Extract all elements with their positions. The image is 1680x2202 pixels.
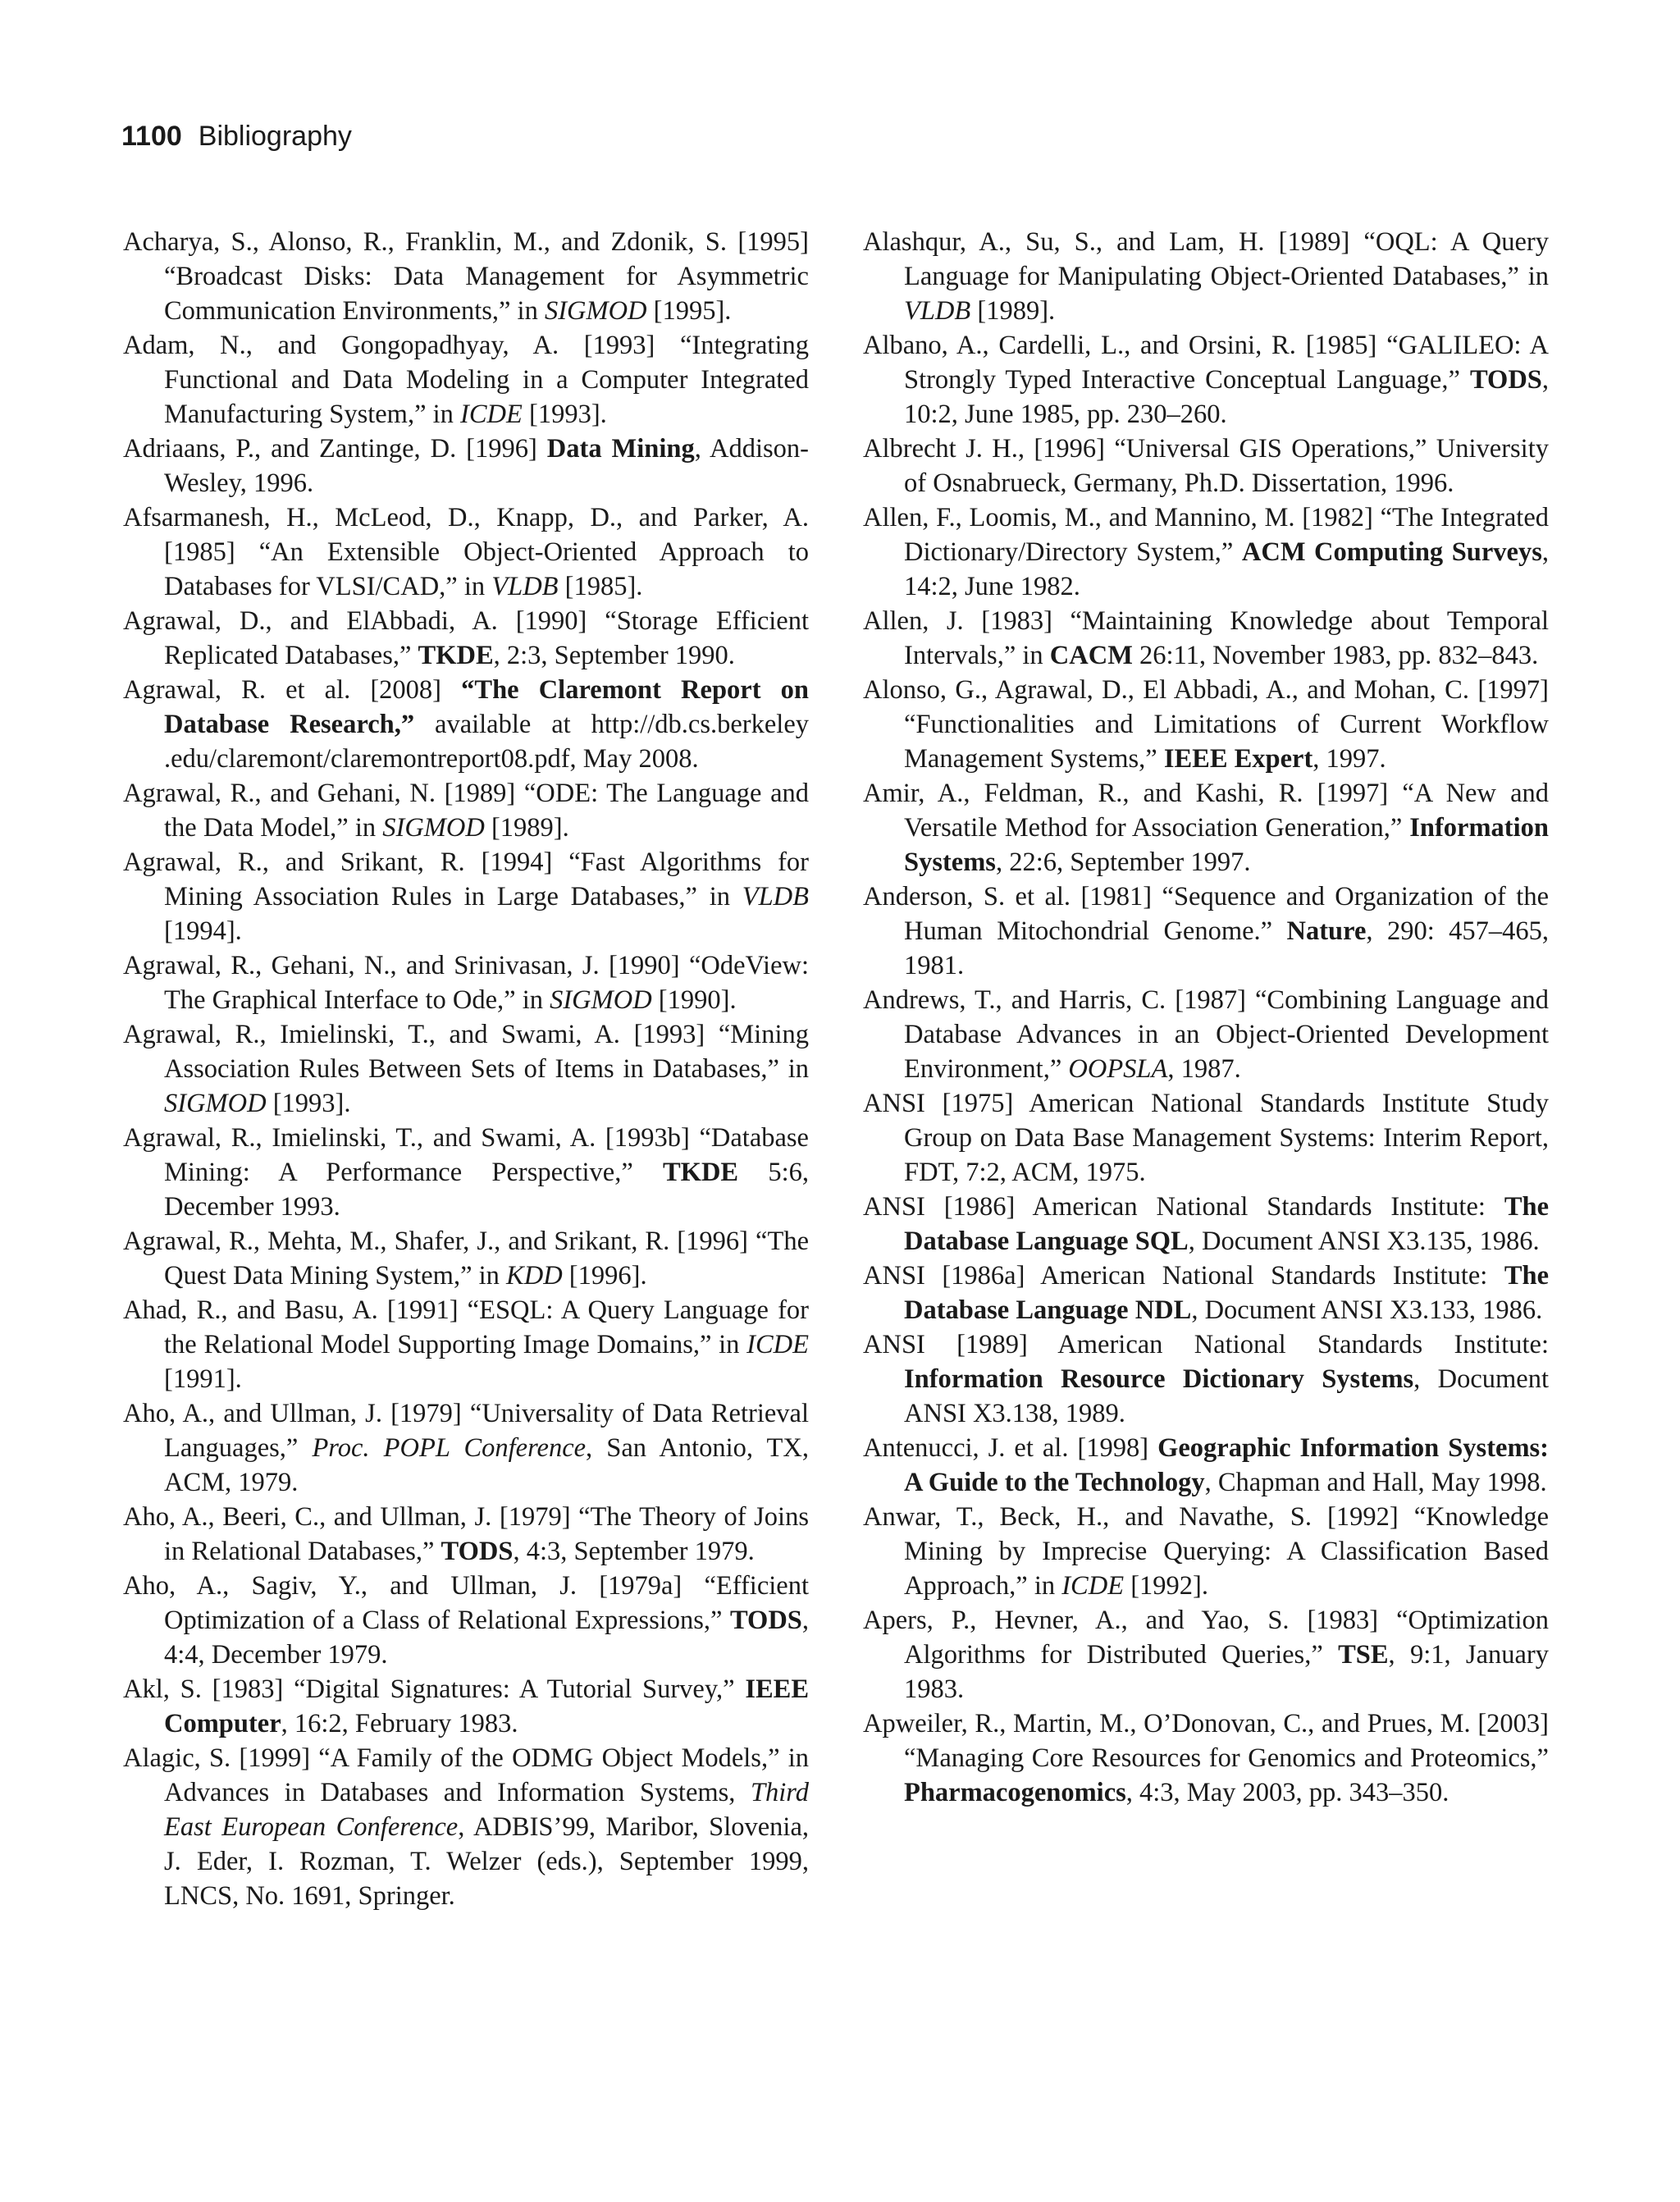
bibliography-entry (863, 1327, 1549, 1431)
bibliography-entry (123, 1121, 809, 1224)
entry-text: [1990]. (651, 985, 737, 1015)
entry-text: , 4:3, September 1979. (513, 1537, 755, 1566)
entry-text: , Addison-Wesley, 1996. (164, 434, 809, 498)
bibliography-entry (123, 1500, 809, 1569)
entry-text: , 4:4, December 1979. (164, 1606, 809, 1670)
entry-text: Allen, F., Loomis, M., and Mannino, M. [1982] “The Integrated Dictionary/Directory System,” (863, 503, 1549, 567)
page-number: 1100 (121, 121, 182, 152)
entry-text: Agrawal, R., and Gehani, N. [1989] “ODE: The Language and the Data Model,” in (123, 779, 809, 843)
entry-text: , 22:6, September 1997. (995, 847, 1251, 877)
bibliography-entry (863, 225, 1549, 328)
entry-text: , 9:1, January 1983. (904, 1640, 1549, 1704)
entry-italic-text: SIGMOD (550, 985, 652, 1015)
bibliography-entry (863, 328, 1549, 432)
entry-bold-text: TKDE (418, 641, 494, 670)
entry-bold-text: Data Mining (546, 434, 695, 464)
entry-italic-text: Third East European Conference (164, 1778, 809, 1842)
entry-text: Aho, A., Beeri, C., and Ullman, J. [1979] “The Theory of Joins in Relational Databases,” (123, 1502, 809, 1566)
entry-italic-text: KDD (506, 1261, 563, 1291)
bibliography-entry (123, 1396, 809, 1500)
entry-text: ANSI [1986a] American National Standards Institute: (863, 1261, 1504, 1291)
entry-text: Allen, J. [1983] “Maintaining Knowledge about Temporal Intervals,” in (863, 606, 1549, 670)
entry-bold-text: Information Resource Dictionary Systems (904, 1364, 1414, 1394)
entry-text: [1993]. (266, 1089, 351, 1118)
entry-text: , Chapman and Hall, May 1998. (1204, 1468, 1547, 1497)
entry-text: Albano, A., Cardelli, L., and Orsini, R. [1985] “GALILEO: A Strongly Typed Interactive Conceptual Language,” (863, 331, 1549, 395)
entry-italic-text: VLDB (491, 572, 559, 601)
bibliography-entry (123, 328, 809, 432)
entry-bold-text: CACM (1049, 641, 1133, 670)
entry-text: Anderson, S. et al. [1981] “Sequence and Organization of the Human Mitochondrial Genome.” (863, 882, 1549, 946)
entry-italic-text: ICDE (1061, 1571, 1125, 1601)
bibliography-entry (123, 776, 809, 845)
bibliography-entry (863, 500, 1549, 604)
entry-italic-text: ICDE (746, 1330, 809, 1359)
entry-text: Aho, A., Sagiv, Y., and Ullman, J. [1979a] “Efficient Optimization of a Class of Relational Expressions,” (123, 1571, 809, 1635)
entry-text: , ADBIS’99, Maribor, Slovenia, J. Eder, I. Rozman, T. Welzer (eds.), September 1999, LNCS, No. 1691, Springer. (164, 1812, 809, 1911)
entry-italic-text: VLDB (904, 296, 971, 326)
entry-text: Agrawal, R. et al. [2008] (123, 675, 462, 705)
entry-text: Alashqur, A., Su, S., and Lam, H. [1989] “OQL: A Query Language for Manipulating Object-Oriented Databases,” in (863, 227, 1549, 291)
entry-text: Amir, A., Feldman, R., and Kashi, R. [1997] “A New and Versatile Method for Association Generation,” (863, 779, 1549, 843)
entry-italic-text: VLDB (742, 882, 809, 911)
entry-text: Antenucci, J. et al. [1998] (863, 1433, 1158, 1463)
bibliography-entry (123, 1017, 809, 1121)
entry-text: Aho, A., and Ullman, J. [1979] “Universality of Data Retrieval Languages,” (123, 1399, 809, 1463)
bibliography-entry (863, 1706, 1549, 1810)
bibliography-entry (863, 673, 1549, 776)
entry-italic-text: OOPSLA (1068, 1054, 1168, 1084)
entry-text: Apers, P., Hevner, A., and Yao, S. [1983] “Optimization Algorithms for Distributed Queries,” (863, 1606, 1549, 1670)
entry-bold-text: TSE (1338, 1640, 1389, 1670)
entry-text: [1989]. (970, 296, 1056, 326)
entry-text: ANSI [1986] American National Standards Institute: (863, 1192, 1504, 1222)
entry-bold-text: The Database Language SQL (904, 1192, 1549, 1256)
bibliography-entry (863, 1603, 1549, 1706)
bibliography-entry (123, 673, 809, 776)
bibliography-entry (123, 604, 809, 673)
entry-text: [1989]. (484, 813, 569, 843)
entry-text: , 1987. (1167, 1054, 1241, 1084)
entry-text: Andrews, T., and Harris, C. [1987] “Combining Language and Database Advances in an Object-Oriented Development Environment,” (863, 985, 1549, 1084)
bibliography-entry (123, 845, 809, 948)
entry-text: , Document ANSI X3.133, 1986. (1191, 1295, 1543, 1325)
entry-bold-text: “The Claremont Report on Database Research,” (164, 675, 809, 739)
entry-bold-text: Nature (1286, 916, 1367, 946)
bibliography-entry (863, 1190, 1549, 1259)
entry-text: Acharya, S., Alonso, R., Franklin, M., and Zdonik, S. [1995] “Broadcast Disks: Data Management for Asymmetric Communication Environments,” in (123, 227, 809, 326)
bibliography-entry (863, 776, 1549, 879)
entry-italic-text: Proc. POPL Conference (312, 1433, 587, 1463)
entry-text: Agrawal, R., Mehta, M., Shafer, J., and Srikant, R. [1996] “The Quest Data Mining System,” in (123, 1227, 809, 1291)
bibliography-entry (123, 432, 809, 500)
entry-text: Apweiler, R., Martin, M., O’Donovan, C., and Prues, M. [2003] “Managing Core Resources for Genomics and Proteomics,” (863, 1709, 1549, 1773)
bibliography-entry (123, 1293, 809, 1396)
entry-text: Alagic, S. [1999] “A Family of the ODMG Object Models,” in Advances in Databases and Information Systems, (123, 1743, 809, 1807)
entry-italic-text: ICDE (460, 400, 523, 429)
entry-text: Albrecht J. H., [1996] “Universal GIS Operations,” University of Osnabrueck, Germany, Ph.D. Dissertation, 1996. (863, 434, 1549, 498)
bibliography-entry (863, 432, 1549, 500)
entry-text: , Document ANSI X3.135, 1986. (1188, 1227, 1540, 1256)
entry-bold-text: IEEE Computer (164, 1674, 809, 1738)
bibliography-entry (123, 500, 809, 604)
entry-text: Alonso, G., Agrawal, D., El Abbadi, A., and Mohan, C. [1997] “Functionalities and Limitations of Current Workflow Management Systems,” (863, 675, 1549, 774)
entry-text: , Document ANSI X3.138, 1989. (904, 1364, 1549, 1428)
bibliography-entry (863, 1259, 1549, 1327)
entry-text: , 290: 457–465, 1981. (904, 916, 1550, 980)
bibliography-entry (123, 1741, 809, 1913)
bibliography-entry (863, 1500, 1549, 1603)
entry-italic-text: SIGMOD (544, 296, 647, 326)
section-title: Bibliography (198, 121, 352, 152)
entry-text: 26:11, November 1983, pp. 832–843. (1132, 641, 1539, 670)
bibliography-entry (863, 1086, 1549, 1190)
entry-text: , San Antonio, TX, ACM, 1979. (164, 1433, 809, 1497)
entry-bold-text: TKDE (663, 1158, 739, 1187)
bibliography-entry (123, 1224, 809, 1293)
entry-text: Agrawal, R., Imielinski, T., and Swami, A. [1993b] “Database Mining: A Performance Perspective,” (123, 1123, 809, 1187)
entry-italic-text: SIGMOD (164, 1089, 267, 1118)
entry-bold-text: IEEE Expert (1163, 744, 1313, 774)
entry-bold-text: TODS (441, 1537, 514, 1566)
entry-text: , 1997. (1312, 744, 1386, 774)
bibliography-entry (863, 604, 1549, 673)
entry-text: [1985]. (558, 572, 643, 601)
entry-text: , 10:2, June 1985, pp. 230–260. (904, 365, 1549, 429)
bibliography-entry (863, 1431, 1549, 1500)
entry-text: , 16:2, February 1983. (281, 1709, 518, 1738)
entry-bold-text: TODS (729, 1606, 802, 1635)
entry-bold-text: ACM Computing Surveys (1241, 537, 1542, 567)
bibliography-column-left (123, 225, 809, 1913)
entry-text: , 2:3, September 1990. (493, 641, 735, 670)
entry-text: Agrawal, R., Gehani, N., and Srinivasan, J. [1990] “OdeView: The Graphical Interface to Ode,” in (123, 951, 809, 1015)
entry-bold-text: Pharmacogenomics (904, 1778, 1126, 1807)
entry-text: Akl, S. [1983] “Digital Signatures: A Tutorial Survey,” (123, 1674, 746, 1704)
entry-text: [1995]. (646, 296, 732, 326)
page-header (121, 115, 352, 158)
bibliography-entry (123, 1569, 809, 1672)
entry-text: [1991]. (164, 1364, 242, 1394)
entry-text: [1996]. (562, 1261, 647, 1291)
entry-text: available at http://db.cs.berkeley .edu/claremont/claremontreport08.pdf, May 2008. (164, 710, 810, 774)
entry-text: 5:6, December 1993. (164, 1158, 810, 1222)
bibliography-entry (123, 948, 809, 1017)
bibliography-entry (123, 1672, 809, 1741)
entry-text: [1992]. (1124, 1571, 1208, 1601)
entry-bold-text: Information Systems (904, 813, 1549, 877)
entry-text: Afsarmanesh, H., McLeod, D., Knapp, D., and Parker, A. [1985] “An Extensible Object-Oriented Approach to Databases for VLSI/CAD,” in (123, 503, 809, 601)
entry-text: , 14:2, June 1982. (904, 537, 1549, 601)
entry-text: Agrawal, R., and Srikant, R. [1994] “Fast Algorithms for Mining Association Rules in Large Databases,” in (123, 847, 809, 911)
bibliography-entry (863, 879, 1549, 983)
entry-text: [1993]. (522, 400, 607, 429)
entry-bold-text: TODS (1469, 365, 1542, 395)
entry-text: [1994]. (164, 916, 242, 946)
entry-text: Adriaans, P., and Zantinge, D. [1996] (123, 434, 547, 464)
bibliography-entry (123, 225, 809, 328)
entry-text: Adam, N., and Gongopadhyay, A. [1993] “Integrating Functional and Data Modeling in a Computer Integrated Manufacturing System,” in (123, 331, 809, 429)
bibliography-entry (863, 983, 1549, 1086)
entry-text: Ahad, R., and Basu, A. [1991] “ESQL: A Query Language for the Relational Model Supporting Image Domains,” in (123, 1295, 809, 1359)
entry-text: ANSI [1975] American National Standards Institute Study Group on Data Base Management Systems: Interim Report, FDT, 7:2, ACM, 1975. (863, 1089, 1549, 1187)
entry-text: ANSI [1989] American National Standards Institute: (863, 1330, 1549, 1359)
entry-bold-text: Geographic Information Systems: A Guide to the Technology (904, 1433, 1549, 1497)
entry-bold-text: The Database Language NDL (904, 1261, 1549, 1325)
entry-text: , 4:3, May 2003, pp. 343–350. (1125, 1778, 1449, 1807)
entry-text: Anwar, T., Beck, H., and Navathe, S. [1992] “Knowledge Mining by Imprecise Querying: A Classification Based Approach,” in (863, 1502, 1549, 1601)
entry-text: Agrawal, D., and ElAbbadi, A. [1990] “Storage Efficient Replicated Databases,” (123, 606, 809, 670)
bibliography-column-right (863, 225, 1549, 1810)
entry-text: Agrawal, R., Imielinski, T., and Swami, A. [1993] “Mining Association Rules Between Sets of Items in Databases,” in (123, 1020, 809, 1084)
entry-italic-text: SIGMOD (382, 813, 485, 843)
